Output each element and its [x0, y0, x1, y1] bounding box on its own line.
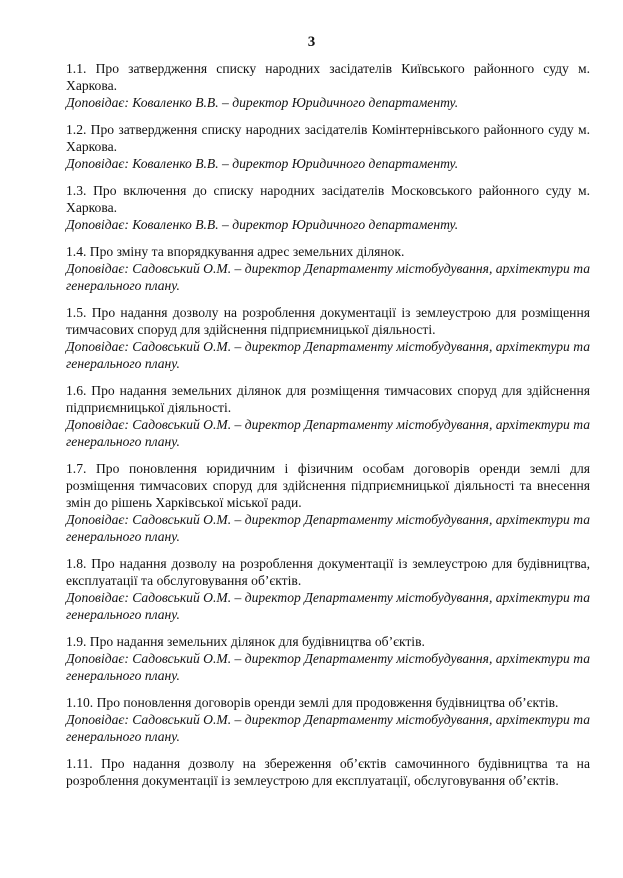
agenda-item — [66, 382, 590, 450]
agenda-item-speaker: Доповідає: Садовський О.М. – директор Департаменту містобудування, архітектури та генерального плану. — [66, 417, 591, 449]
agenda-item-title: 1.6. Про надання земельних ділянок для розміщення тимчасових споруд для здійснення підприємницької діяльності. — [66, 383, 590, 415]
agenda-item — [66, 460, 590, 545]
agenda-item-speaker: Доповідає: Садовський О.М. – директор Департаменту містобудування, архітектури та генерального плану. — [66, 712, 591, 744]
agenda-item-speaker: Доповідає: Садовський О.М. – директор Департаменту містобудування, архітектури та генерального плану. — [66, 339, 591, 371]
agenda-item — [66, 182, 590, 233]
agenda-item-speaker: Доповідає: Коваленко В.В. – директор Юридичного департаменту. — [66, 217, 459, 232]
agenda-item-title: 1.3. Про включення до списку народних засідателів Московського районного суду м. Харкова. — [66, 183, 590, 215]
agenda-item-title: 1.9. Про надання земельних ділянок для будівництва об’єктів. — [66, 634, 425, 649]
agenda-item — [66, 60, 590, 111]
agenda-item-title: 1.11. Про надання дозволу на збереження об’єктів самочинного будівництва та на розроблення документації із землеустрою для експлуатації, обслуговування об’єктів. — [66, 756, 590, 788]
agenda-item-title: 1.8. Про надання дозволу на розроблення документації із землеустрою для будівництва, експлуатації та обслуговування об’єктів. — [66, 556, 590, 588]
agenda-item — [66, 694, 590, 745]
agenda-item — [66, 243, 590, 294]
agenda-item-title: 1.4. Про зміну та впорядкування адрес земельних ділянок. — [66, 244, 405, 259]
agenda-item — [66, 555, 590, 623]
agenda-item-title: 1.10. Про поновлення договорів оренди землі для продовження будівництва об’єктів. — [66, 695, 559, 710]
agenda-item — [66, 304, 590, 372]
agenda-item — [66, 121, 590, 172]
agenda-items — [66, 60, 590, 799]
agenda-item — [66, 633, 590, 684]
agenda-item-speaker: Доповідає: Коваленко В.В. – директор Юридичного департаменту. — [66, 95, 459, 110]
agenda-item-speaker: Доповідає: Садовський О.М. – директор Департаменту містобудування, архітектури та генерального плану. — [66, 512, 591, 544]
agenda-item-title: 1.7. Про поновлення юридичним і фізичним особам договорів оренди землі для розміщення тимчасових споруд для здійснення підприємницької діяльності та внесення змін до рішень Харківської міської ради. — [66, 461, 590, 510]
agenda-item — [66, 755, 590, 789]
agenda-item-speaker: Доповідає: Садовський О.М. – директор Департаменту містобудування, архітектури та генерального плану. — [66, 261, 591, 293]
page-number: 3 — [307, 34, 316, 50]
agenda-item-speaker: Доповідає: Садовський О.М. – директор Департаменту містобудування, архітектури та генерального плану. — [66, 651, 591, 683]
agenda-item-title: 1.2. Про затвердження списку народних засідателів Комінтернівського районного суду м. Харкова. — [66, 122, 590, 154]
agenda-item-speaker: Доповідає: Коваленко В.В. – директор Юридичного департаменту. — [66, 156, 459, 171]
agenda-item-title: 1.1. Про затвердження списку народних засідателів Київського районного суду м. Харкова. — [66, 61, 590, 93]
agenda-item-speaker: Доповідає: Садовський О.М. – директор Департаменту містобудування, архітектури та генерального плану. — [66, 590, 591, 622]
agenda-item-title: 1.5. Про надання дозволу на розроблення документації із землеустрою для розміщення тимчасових споруд для здійснення підприємницької діяльності. — [66, 305, 590, 337]
